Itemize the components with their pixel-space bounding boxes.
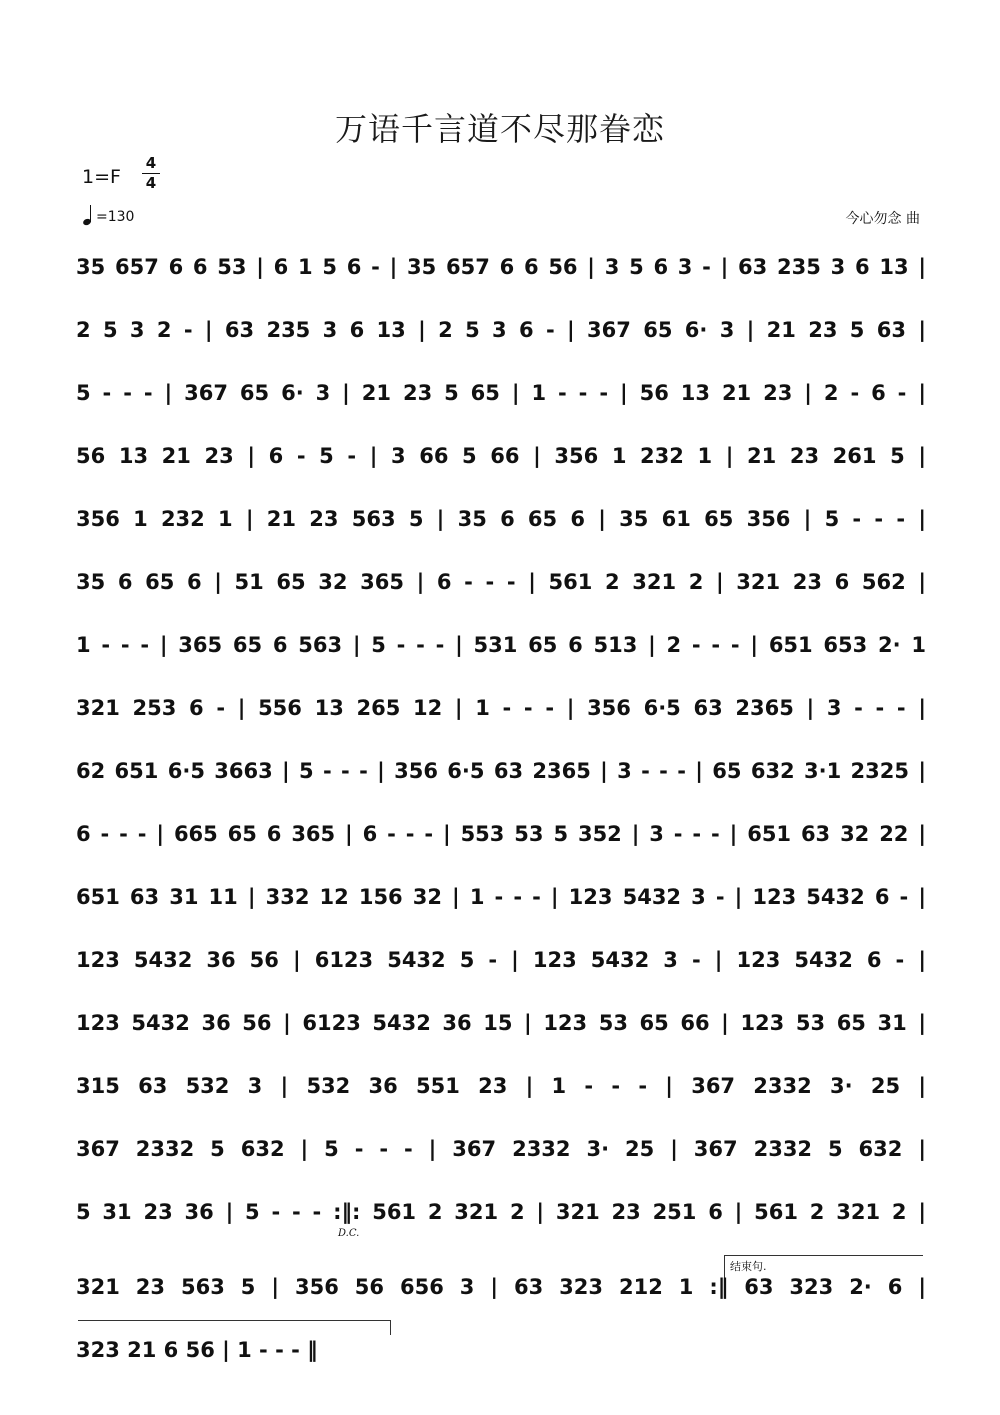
music-line-18: 323 21 6 56 | 1 - - - ‖	[76, 1338, 318, 1362]
music-line-11: 651 63 31 11 | 332 12 156 32 | 1 - - - | 123 5432 3 - | 123 5432 6 - |	[76, 885, 926, 909]
time-signature-top: 4	[145, 154, 157, 172]
music-line-4: 56 13 21 23 | 6 - 5 - | 3 66 5 66 | 356 1 232 1 | 21 23 261 5 |	[76, 444, 926, 468]
music-line-13: 123 5432 36 56 | 6123 5432 36 15 | 123 53 65 66 | 123 53 65 31 |	[76, 1011, 926, 1035]
tempo-value: =130	[96, 209, 135, 225]
composer-credit: 今心勿念 曲	[845, 211, 920, 227]
time-signature	[142, 155, 160, 192]
music-line-7: 1 - - - | 365 65 6 563 | 5 - - - | 531 65 6 513 | 2 - - - | 651 653 2· 1	[76, 633, 926, 657]
music-line-1: 35 657 6 6 53 | 6 1 5 6 - | 35 657 6 6 56 | 3 5 6 3 - | 63 235 3 6 13 |	[76, 255, 926, 279]
music-line-8: 321 253 6 - | 556 13 265 12 | 1 - - - | 356 6·5 63 2365 | 3 - - - |	[76, 696, 926, 720]
music-line-12: 123 5432 36 56 | 6123 5432 5 - | 123 5432 3 - | 123 5432 6 - |	[76, 948, 926, 972]
dc-marking: D.C.	[338, 1228, 360, 1239]
music-line-10: 6 - - - | 665 65 6 365 | 6 - - - | 553 53 5 352 | 3 - - - | 651 63 32 22 |	[76, 822, 926, 846]
music-line-2: 2 5 3 2 - | 63 235 3 6 13 | 2 5 3 6 - | 367 65 6· 3 | 21 23 5 63 |	[76, 318, 926, 342]
music-line-15: 367 2332 5 632 | 5 - - - | 367 2332 3· 25 | 367 2332 5 632 |	[76, 1137, 926, 1161]
music-line-17: 321 23 563 5 | 356 56 656 3 | 63 323 212 1 :‖ 63 323 2· 6 |	[76, 1275, 926, 1299]
quarter-note-icon	[83, 205, 94, 225]
ending-label: 结束句.	[730, 1260, 767, 1273]
music-line-14: 315 63 532 3 | 532 36 551 23 | 1 - - - | 367 2332 3· 25 |	[76, 1074, 926, 1098]
music-line-3: 5 - - - | 367 65 6· 3 | 21 23 5 65 | 1 - - - | 56 13 21 23 | 2 - 6 - |	[76, 381, 926, 405]
music-line-5: 356 1 232 1 | 21 23 563 5 | 35 6 65 6 | 35 61 65 356 | 5 - - - |	[76, 507, 926, 531]
song-title: 万语千言道不尽那眷恋	[334, 110, 665, 148]
music-line-9: 62 651 6·5 3663 | 5 - - - | 356 6·5 63 2365 | 3 - - - | 65 632 3·1 2325 |	[76, 759, 926, 783]
time-signature-bottom: 4	[145, 174, 157, 192]
tempo-marking	[83, 205, 134, 225]
key-signature: 1=F	[82, 166, 121, 188]
music-line-16: 5 31 23 36 | 5 - - - :‖: 561 2 321 2 | 321 23 251 6 | 561 2 321 2 |	[76, 1200, 926, 1224]
music-line-6: 35 6 65 6 | 51 65 32 365 | 6 - - - | 561 2 321 2 | 321 23 6 562 |	[76, 570, 926, 594]
